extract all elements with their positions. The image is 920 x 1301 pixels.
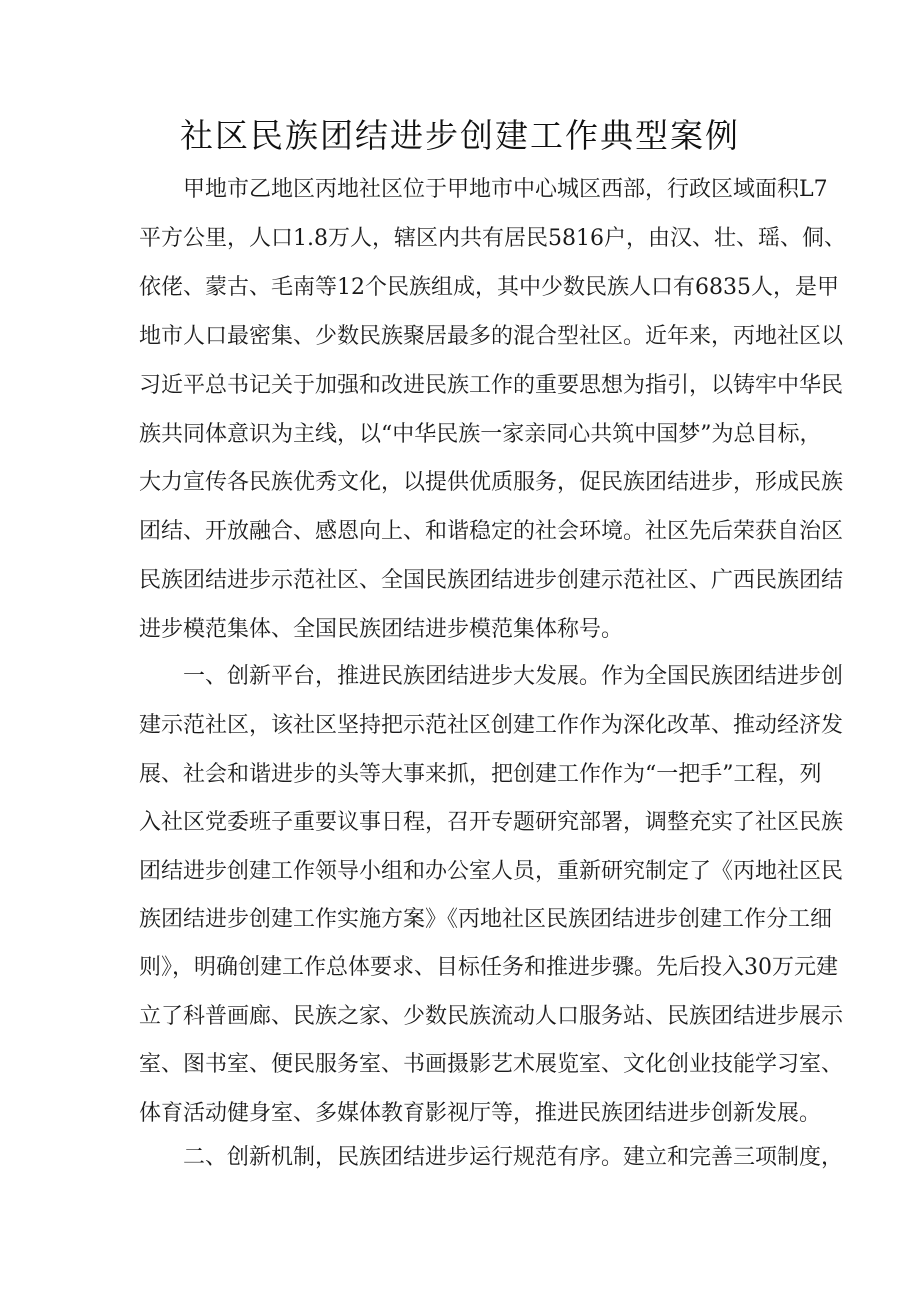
paragraph-1-line-1: 甲地市乙地区丙地社区位于甲地市中心城区西部，行政区域面积L7 — [183, 177, 828, 202]
paragraph-2-line-8: 立了科普画廊、民族之家、少数民族流动人口服务站、民族团结进步展示 — [139, 1004, 844, 1029]
paragraph-2-line-3: 展、社会和谐进步的头等大事来抓，把创建工作作为“一把手”工程，列 — [139, 762, 822, 787]
paragraph-2-line-7: 则》，明确创建工作总体要求、目标任务和推进步骤。先后投入30万元建 — [139, 955, 838, 980]
paragraph-2-line-10: 体育活动健身室、多媒体教育影视厅等，推进民族团结进步创新发展。 — [139, 1101, 822, 1126]
paragraph-2-line-2: 建示范社区，该社区坚持把示范社区创建工作作为深化改革、推动经济发 — [139, 713, 844, 738]
document-title: 社区民族团结进步创建工作典型案例 — [180, 116, 740, 155]
paragraph-1-line-3: 依佬、蒙古、毛南等12个民族组成，其中少数民族人口有6835人，是甲 — [139, 275, 839, 300]
paragraph-1-line-2: 平方公里，人口1.8万人，辖区内共有居民5816户，由汉、壮、瑶、侗、 — [139, 226, 846, 251]
paragraph-1-line-10: 进步模范集体、全国民族团结进步模范集体称号。 — [139, 617, 624, 642]
paragraph-2-line-4: 入社区党委班子重要议事日程，召开专题研究部署，调整充实了社区民族 — [139, 810, 844, 835]
paragraph-1-line-8: 团结、开放融合、感恩向上、和谐稳定的社会环境。社区先后荣获自治区 — [139, 519, 844, 544]
paragraph-1-line-6: 族共同体意识为主线，以“中华民族一家亲同心共筑中国梦”为总目标， — [139, 422, 822, 447]
paragraph-1-line-9: 民族团结进步示范社区、全国民族团结进步创建示范社区、广西民族团结 — [139, 568, 844, 593]
paragraph-1-line-7: 大力宣传各民族优秀文化，以提供优质服务，促民族团结进步，形成民族 — [139, 470, 844, 495]
paragraph-2-line-6: 族团结进步创建工作实施方案》《丙地社区民族团结进步创建工作分工细 — [139, 907, 833, 932]
paragraph-2-line-9: 室、图书室、便民服务室、书画摄影艺术展览室、文化创业技能学习室、 — [139, 1052, 844, 1077]
paragraph-2-line-1: 一、创新平台，推进民族团结进步大发展。作为全国民族团结进步创 — [183, 664, 844, 689]
paragraph-3-line-1: 二、创新机制，民族团结进步运行规范有序。建立和完善三项制度， — [183, 1145, 844, 1170]
paragraph-2-line-5: 团结进步创建工作领导小组和办公室人员，重新研究制定了《丙地社区民 — [139, 859, 844, 884]
paragraph-1-line-5: 习近平总书记关于加强和改进民族工作的重要思想为指引，以铸牢中华民 — [139, 373, 844, 398]
paragraph-1-line-4: 地市人口最密集、少数民族聚居最多的混合型社区。近年来，丙地社区以 — [139, 324, 844, 349]
